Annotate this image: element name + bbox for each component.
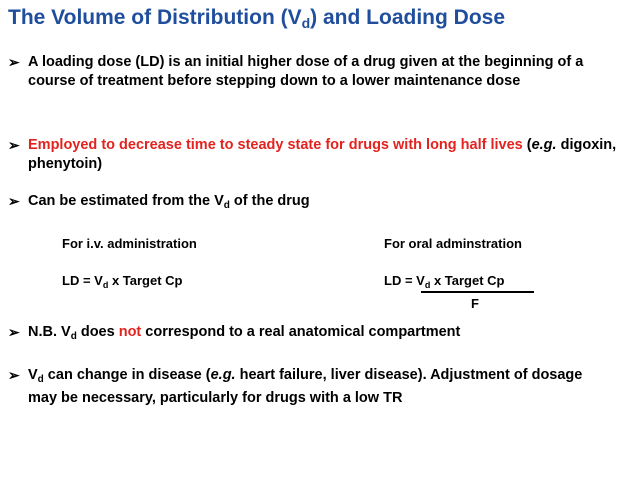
bullet-not-anatomical: ➢ N.B. $V_d$ does not correspond to a real anatomical compartment [8, 324, 461, 342]
arrow-bullet-icon: ➢ [8, 324, 20, 340]
arrow-bullet-icon: ➢ [8, 54, 20, 70]
bullet-vd-change-disease: ➢ $V_d$ can change in disease (e.g. heart failure, liver disease). Adjustment of dosage may be necessary, particularly for drugs with a low TR [8, 367, 583, 406]
arrow-bullet-icon: ➢ [8, 193, 20, 209]
oral-formula-denominator: F [471, 296, 479, 311]
arrow-bullet-icon: ➢ [8, 137, 20, 153]
oral-formula-numerator: LD = $V_d$ x Target Cp [384, 273, 505, 290]
bullet-estimated-from-vd: ➢ Can be estimated from the $V_d$ of the drug [8, 193, 310, 211]
bullet-steady-state: ➢ Employed to decrease time to steady state for drugs with long half lives (e.g. digoxin, phenytoin) [8, 137, 617, 172]
fraction-line [421, 291, 534, 293]
iv-formula: LD = $V_d$ x Target Cp [62, 273, 183, 290]
oral-heading: For oral adminstration [384, 236, 522, 251]
iv-heading: For i.v. administration [62, 236, 197, 251]
slide-title: The Volume of Distribution $(V_d)$ and Loading Dose [8, 6, 506, 31]
arrow-bullet-icon: ➢ [8, 367, 20, 383]
bullet-loading-dose-definition: ➢ A loading dose (LD) is an initial higher dose of a drug given at the beginning of a course of treatment before stepping down to a lower maintenance dose [8, 54, 584, 89]
